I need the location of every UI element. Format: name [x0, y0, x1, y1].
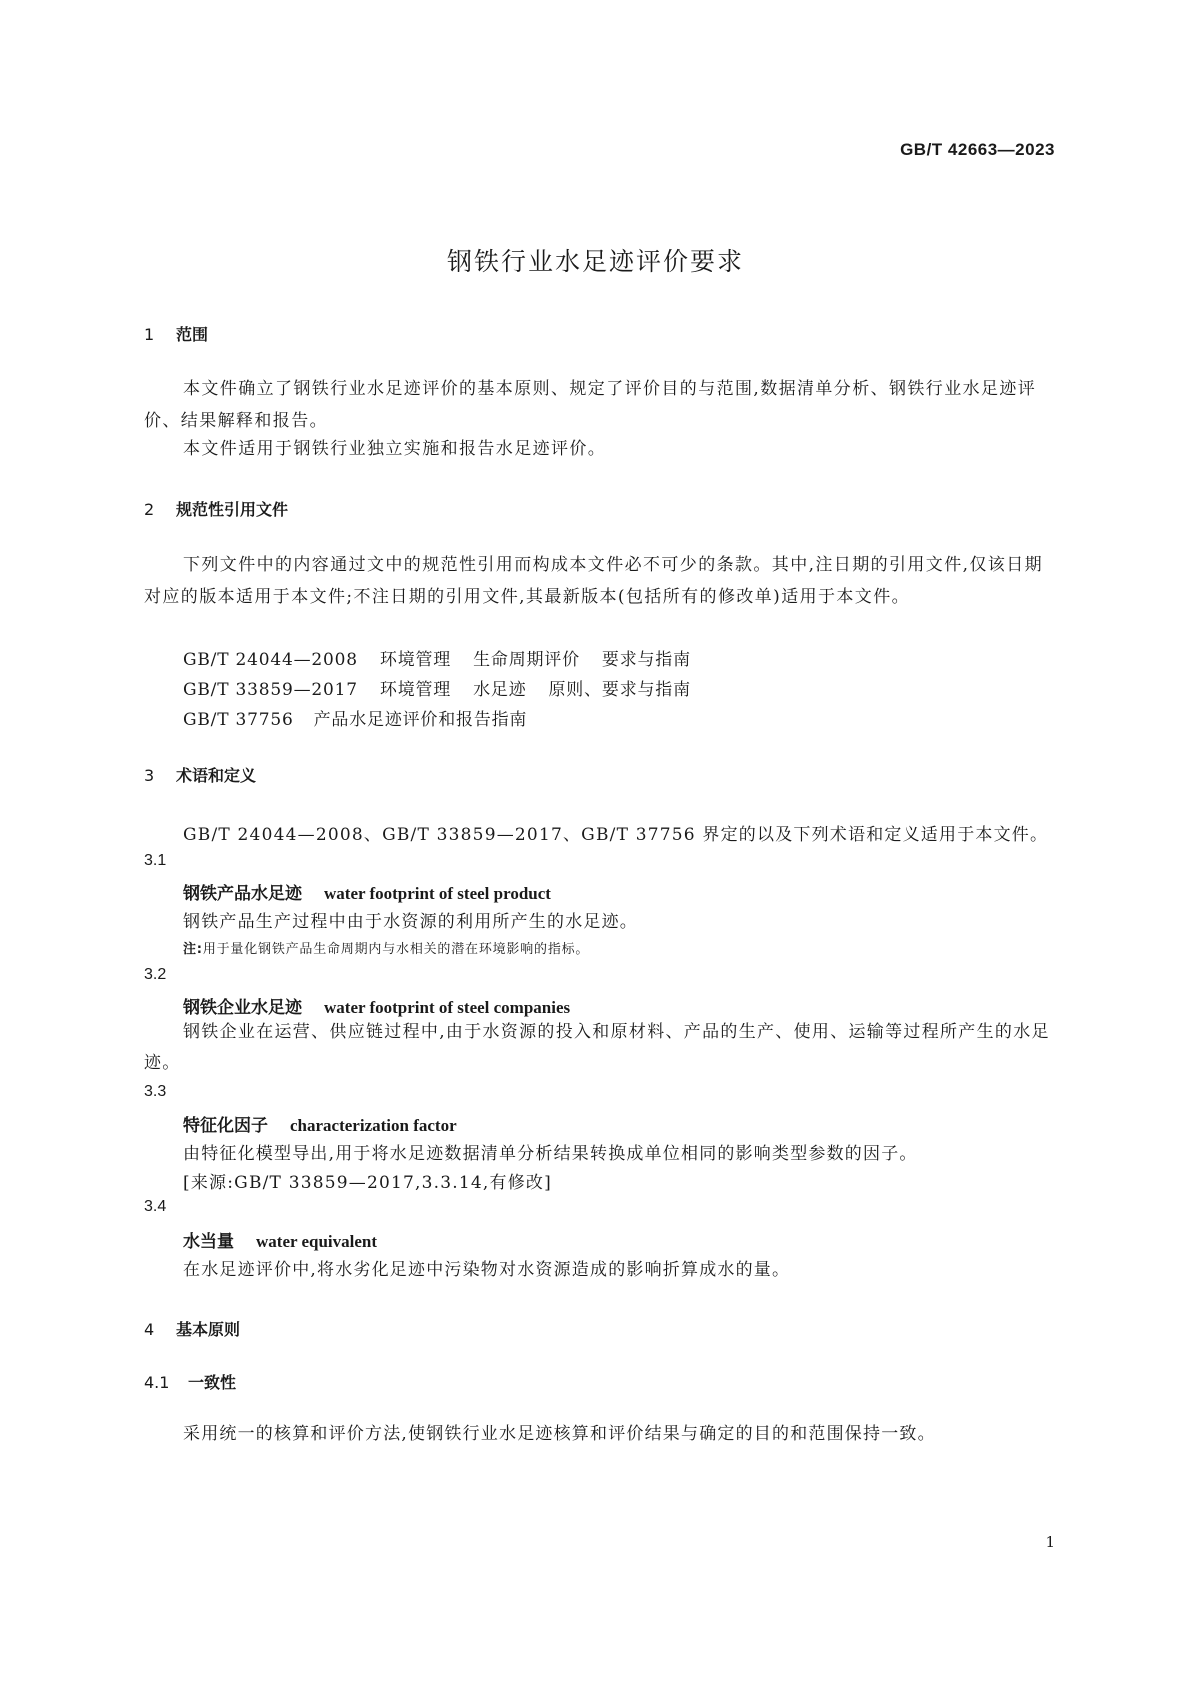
section-1-heading	[144, 322, 208, 345]
term-en: water footprint of steel product	[324, 884, 551, 903]
term-number: 3.2	[144, 966, 167, 983]
term-heading	[183, 993, 570, 1018]
term-zh: 钢铁产品水足迹	[183, 884, 302, 904]
section-number: 1	[144, 325, 155, 344]
section-1-paragraph-2: 本文件适用于钢铁行业独立实施和报告水足迹评价。	[183, 439, 607, 459]
reference-code: GB/T 24044—2008	[183, 650, 358, 670]
term-zh: 水当量	[183, 1232, 234, 1252]
section-2-heading	[144, 497, 288, 520]
term-definition: 在水足迹评价中,将水劣化足迹中污染物对水资源造成的影响折算成水的量。	[183, 1260, 791, 1280]
subsection-number: 4.1	[144, 1373, 170, 1392]
subsection-4-1-heading	[144, 1370, 236, 1393]
note-text: 用于量化钢铁产品生命周期内与水相关的潜在环境影响的指标。	[202, 942, 590, 957]
term-definition: 由特征化模型导出,用于将水足迹数据清单分析结果转换成单位相同的影响类型参数的因子。	[183, 1144, 918, 1164]
section-title: 术语和定义	[176, 766, 257, 785]
term-number: 3.4	[144, 1198, 167, 1215]
term-definition: 钢铁企业在运营、供应链过程中,由于水资源的投入和原材料、产品的生产、使用、运输等过程所产生的水足迹。	[144, 1022, 1050, 1073]
term-en: water footprint of steel companies	[324, 998, 571, 1017]
reference-code: GB/T 37756	[183, 710, 294, 730]
term-heading	[183, 1111, 457, 1136]
reference-title-part: 生命周期评价	[473, 650, 580, 670]
term-number: 3.3	[144, 1083, 167, 1100]
page-number: 1	[1045, 1533, 1055, 1551]
reference-title-part: 产品水足迹评价和报告指南	[313, 710, 528, 730]
normative-reference	[183, 645, 691, 670]
term-note	[183, 938, 589, 957]
term-en: water equivalent	[256, 1232, 378, 1251]
reference-title-part: 环境管理	[379, 680, 452, 700]
term-heading	[183, 1227, 377, 1252]
reference-title-part: 水足迹	[473, 680, 527, 700]
section-3-heading	[144, 763, 256, 786]
section-number: 4	[144, 1320, 155, 1339]
document-title: 钢铁行业水足迹评价要求	[446, 247, 744, 276]
section-1-paragraph-1: 本文件确立了钢铁行业水足迹评价的基本原则、规定了评价目的与范围,数据清单分析、钢铁行业水足迹评价、结果解释和报告。	[144, 379, 1037, 431]
section-number: 3	[144, 766, 155, 785]
reference-title-part: 原则、要求与指南	[548, 680, 691, 700]
section-number: 2	[144, 500, 155, 519]
normative-reference	[183, 675, 691, 700]
section-3-intro: GB/T 24044—2008、GB/T 33859—2017、GB/T 37756 界定的以及下列术语和定义适用于本文件。	[183, 825, 1049, 845]
reference-code: GB/T 33859—2017	[183, 680, 358, 700]
term-zh: 钢铁企业水足迹	[183, 998, 302, 1018]
term-definition: 钢铁产品生产过程中由于水资源的利用所产生的水足迹。	[183, 912, 638, 932]
term-heading	[183, 879, 551, 904]
section-title: 基本原则	[176, 1320, 241, 1339]
standard-number: GB/T 42663—2023	[900, 140, 1055, 159]
reference-title-part: 要求与指南	[601, 650, 691, 670]
term-zh: 特征化因子	[183, 1116, 268, 1136]
term-en: characterization factor	[290, 1116, 457, 1135]
section-2-paragraph-1: 下列文件中的内容通过文中的规范性引用而构成本文件必不可少的条款。其中,注日期的引用文件,仅该日期对应的版本适用于本文件;不注日期的引用文件,其最新版本(包括所有的修改单)适用于本文件。	[144, 555, 1044, 607]
normative-reference	[183, 705, 527, 730]
subsection-title: 一致性	[188, 1373, 237, 1392]
subsection-4-1-paragraph: 采用统一的核算和评价方法,使钢铁行业水足迹核算和评价结果与确定的目的和范围保持一致。	[183, 1424, 936, 1444]
section-title: 规范性引用文件	[176, 500, 289, 519]
note-label: 注:	[183, 942, 203, 957]
section-title: 范围	[176, 325, 209, 344]
reference-title-part: 环境管理	[379, 650, 452, 670]
term-source: [来源:GB/T 33859—2017,3.3.14,有修改]	[183, 1173, 552, 1193]
term-number: 3.1	[144, 852, 167, 869]
section-4-heading	[144, 1317, 240, 1340]
